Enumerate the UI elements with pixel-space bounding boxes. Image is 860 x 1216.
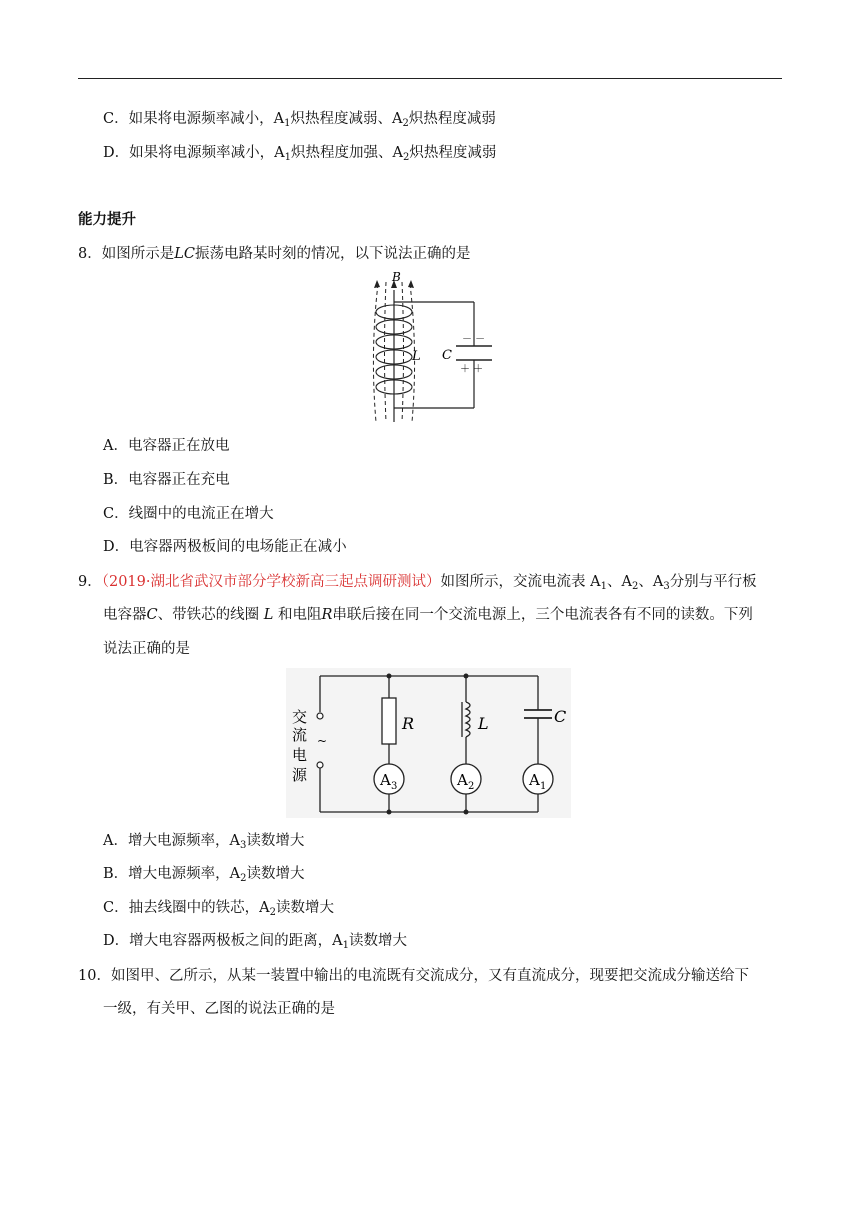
svg-text:C: C	[554, 707, 567, 726]
q9-option-d: D．增大电容器两极板之间的距离，$A_1$读数增大	[103, 933, 407, 951]
svg-text:B: B	[392, 272, 401, 284]
q9-option-b: B．增大电源频率，$A_2$读数增大	[103, 866, 305, 884]
q9-stem-line-3: 说法正确的是	[103, 641, 190, 657]
svg-text:A: A	[457, 771, 468, 789]
svg-text:3: 3	[391, 781, 398, 792]
q9-option-c: C．抽去线圈中的铁芯，$A_2$读数增大	[103, 900, 334, 918]
q10-stem-line-1: 10．如图甲、乙所示，从某一装置中输出的电流既有交流成分，又有直流成分，现要把交流成分输送给下	[78, 968, 749, 984]
q8-lc-circuit-figure	[356, 272, 501, 432]
q8-option-a: A．电容器正在放电	[103, 438, 230, 454]
svg-text:1: 1	[540, 781, 547, 792]
svg-text:2: 2	[468, 781, 475, 792]
section-title: 能力提升	[78, 211, 136, 228]
svg-text:＋ ＋: ＋ ＋	[460, 364, 484, 375]
svg-text:流: 流	[292, 726, 308, 744]
svg-text:源: 源	[292, 766, 308, 784]
q9-stem-line-2: 电容器C、带铁芯的线圈 L 和电阻R串联后接在同一个交流电源上，三个电流表各有不同的读数。下列	[103, 607, 753, 623]
svg-text:交: 交	[292, 708, 308, 726]
q8-option-c: C．线圈中的电流正在增大	[103, 506, 274, 522]
q9-source: （2019·湖北省武汉市部分学校新高三起点调研测试）	[101, 574, 441, 590]
svg-text:A: A	[380, 771, 391, 789]
svg-text:电: 电	[292, 746, 308, 764]
svg-text:L: L	[412, 349, 421, 364]
q8-option-b: B．电容器正在充电	[103, 472, 230, 488]
header-rule	[78, 78, 782, 79]
q9-stem-line-1: 9．（2019·湖北省武汉市部分学校新高三起点调研测试）如图所示，交流电流表 $A_1$、$A_2$、$A_3$分别与平行板	[78, 574, 757, 592]
q10-stem-line-2: 一级，有关甲、乙图的说法正确的是	[103, 1001, 335, 1017]
q7-option-d: D．如果将电源频率减小，$A_1$炽热程度加强、$A_2$炽热程度减弱	[103, 145, 497, 163]
q8-option-d: D．电容器两极板间的电场能正在减小	[103, 539, 347, 555]
svg-text:－ －: － －	[462, 334, 486, 345]
q9-option-a: A．增大电源频率，$A_3$读数增大	[103, 833, 305, 851]
svg-text:L: L	[478, 714, 489, 733]
q9-ac-circuit-figure	[286, 668, 571, 818]
q7-option-c: C．如果将电源频率减小，$A_1$炽热程度减弱、$A_2$炽热程度减弱	[103, 111, 496, 129]
svg-text:A: A	[529, 771, 540, 789]
svg-text:~: ~	[317, 734, 328, 748]
q8-stem: 8．如图所示是LC振荡电路某时刻的情况，以下说法正确的是	[78, 246, 471, 262]
svg-text:R: R	[402, 714, 415, 733]
svg-text:C: C	[442, 348, 452, 363]
